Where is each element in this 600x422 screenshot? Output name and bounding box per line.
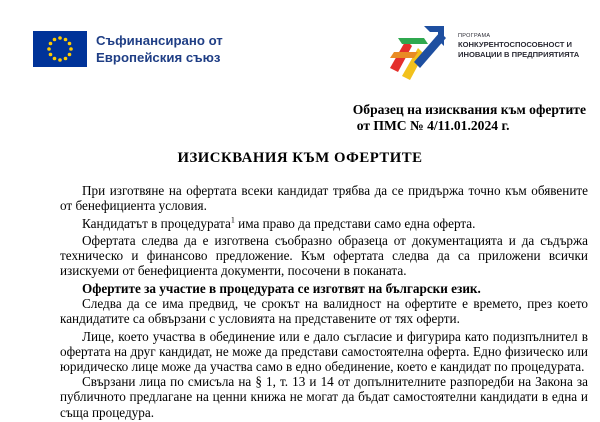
program-small-label: ПРОГРАМА xyxy=(458,33,491,39)
paragraph-2 xyxy=(60,216,588,231)
document-body xyxy=(60,183,588,422)
paragraph-2-text-end: има право да представи само една оферта. xyxy=(234,215,476,231)
program-line-1: КОНКУРЕНТОСПОСОБНОСТ И xyxy=(458,40,572,49)
eu-flag-icon xyxy=(33,31,87,67)
reference-line-2: от ПМС № 4/11.01.2024 г. xyxy=(356,118,510,133)
program-arrows-logo-icon xyxy=(384,18,452,82)
eu-cofunding-label xyxy=(96,32,223,66)
paragraph-4-bold: Офертите за участие в процедурата се изготвят на български език. xyxy=(82,280,481,296)
reference-line-1: Образец на изисквания към офертите xyxy=(352,102,586,117)
page-header xyxy=(0,0,600,95)
eu-line-2: Европейския съюз xyxy=(96,50,221,65)
paragraph-1: При изготвяне на офертата всеки кандидат трябва да се придържа точно към обявените от бенефициента условия. xyxy=(60,183,588,214)
document-title: ИЗИСКВАНИЯ КЪМ ОФЕРТИТЕ xyxy=(177,150,423,166)
paragraph-2-text: Кандидатът в процедурата xyxy=(82,215,231,231)
footnote-marker: 1 xyxy=(230,215,235,225)
program-label xyxy=(458,33,579,60)
template-reference xyxy=(353,102,586,134)
paragraph-7: Свързани лица по смисъла на § 1, т. 13 и 14 от допълнителните разпоредби на Закона за публичното предлагане на ценни книжа не могат да бъдат самостоятелни кандидати в една и съща процедура. xyxy=(60,374,588,420)
eu-line-1: Съфинансирано от xyxy=(96,33,223,48)
paragraph-6: Лице, което участва в обединение или е дало съгласие и фигурира като подизпълнител в офертата на друг кандидат, не може да представи самостоятелна оферта. Едно физическо или юридическо лице може да участва само в едно обединение, което е кандидат по процедурата. xyxy=(60,328,588,374)
paragraph-3: Офертата следва да е изготвена съобразно образеца от документацията и да съдържа техническо и финансово предложение. Към офертата следва да са приложени всички изискуеми от бенефициента документи, посочени в поканата. xyxy=(60,232,588,279)
program-line-2: ИНОВАЦИИ В ПРЕДПРИЯТИЯТА xyxy=(458,50,580,59)
paragraph-5: Следва да се има предвид, че срокът на валидност на офертите е времето, през което кандидатите са обвързани с условията на представените от тях оферти. xyxy=(60,295,588,327)
